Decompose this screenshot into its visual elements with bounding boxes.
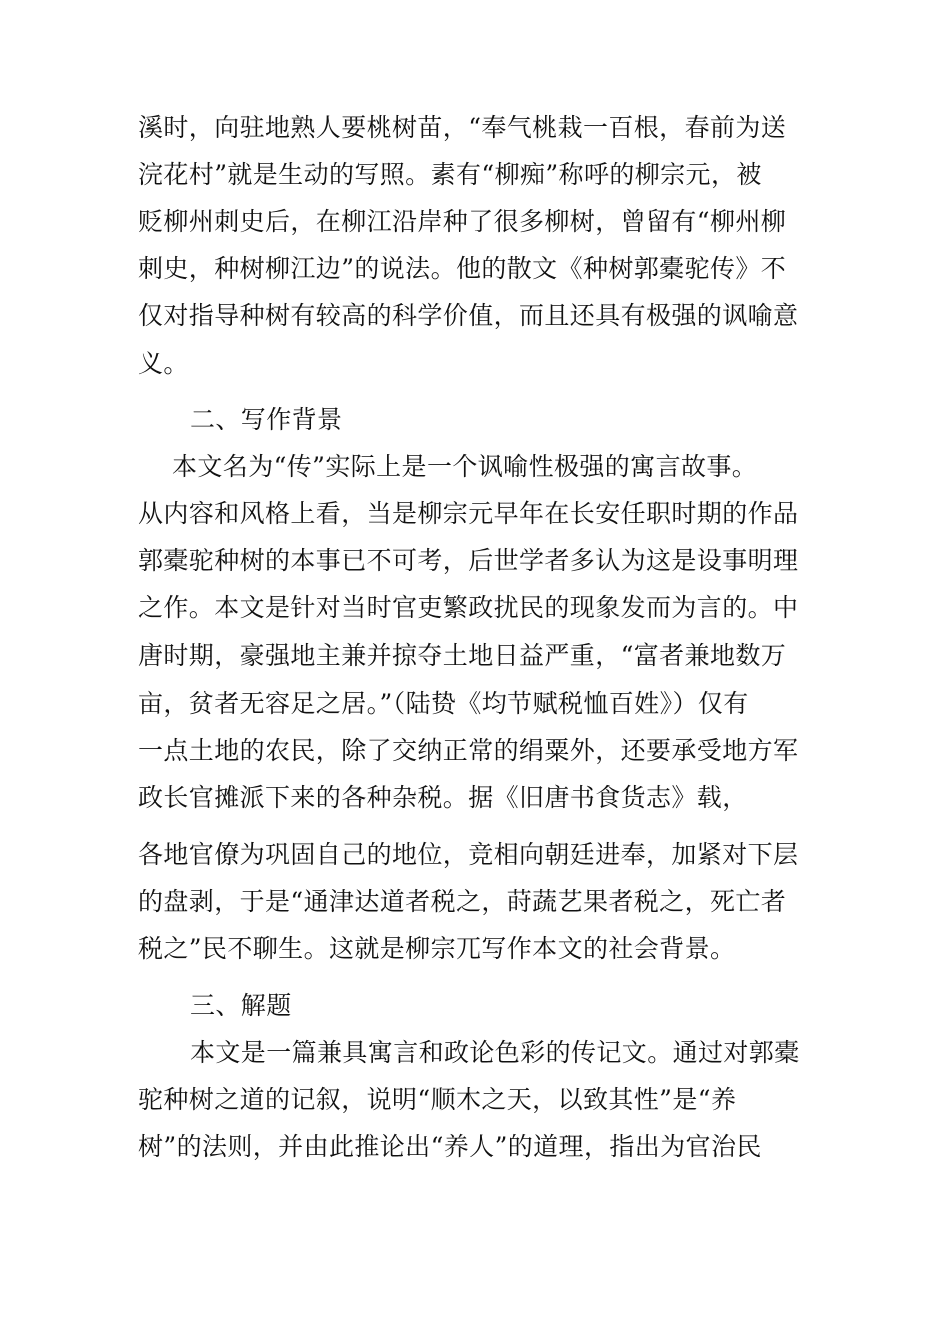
para1-line-1: 溪时，向驻地熟人要桃树苗，“奉气桃栽一百根，春前为送 bbox=[138, 113, 787, 142]
para3-line-1: 本文是一篇兼具寓言和政论色彩的传记文。通过对郭橐 bbox=[190, 1038, 800, 1067]
para3-line-2: 驼种树之道的记叙，说明“顺木之天，以致其性”是“养 bbox=[138, 1085, 737, 1114]
para2-line-8: 政长官摊派下来的各种杂税。据《旧唐书食货志》载， bbox=[138, 783, 748, 812]
para2-line-1: 本文名为“传”实际上是一个讽喻性极强的寓言故事。 bbox=[172, 452, 758, 481]
para2-line-4: 之作。本文是针对当时官吏繁政扰民的现象发而为言的。中 bbox=[138, 593, 799, 622]
para1-line-6: 义。 bbox=[138, 349, 189, 378]
para2-line-9: 各地官僚为巩固自己的地位，竞相向朝廷进奉，加紧对下层 bbox=[138, 840, 799, 869]
para2-line-3: 郭橐驼种树的本事已不可考，后世学者多认为这是设事明理 bbox=[138, 546, 799, 575]
para3-line-3: 树”的法则，并由此推论出“养人”的道理，指出为官治民 bbox=[138, 1132, 762, 1161]
para2-line-10: 的盘剥，于是“通津达道者税之，莳蔬艺果者税之，死亡者 bbox=[138, 887, 787, 916]
para2-line-2: 从内容和风格上看，当是柳宗元早年在长安任职时期的作品 bbox=[138, 499, 799, 528]
para2-line-11: 税之”民不聊生。这就是柳宗兀写作本文的社会背景。 bbox=[138, 934, 736, 963]
para1-line-4: 刺史，种树柳江边”的说法。他的散文《种树郭橐驼传》不 bbox=[138, 254, 787, 283]
para2-line-7: 一点土地的农民，除了交纳正常的绢粟外，还要承受地方军 bbox=[138, 736, 799, 765]
para2-line-6: 亩，贫者无容足之居。”（陆贽《均节赋税恤百姓》）仅有 bbox=[138, 689, 749, 718]
para1-line-3: 贬柳州刺史后，在柳江沿岸种了很多柳树，曾留有“柳州柳 bbox=[138, 207, 787, 236]
para1-line-2: 浣花村”就是生动的写照。素有“柳痴”称呼的柳宗元，被 bbox=[138, 160, 762, 189]
para1-line-5: 仅对指导种树有较高的科学价值，而且还具有极强的讽喻意 bbox=[138, 301, 799, 330]
section-heading-title-analysis: 三、解题 bbox=[190, 991, 292, 1020]
para2-line-5: 唐时期，豪强地主兼并掠夺土地日益严重，“富者兼地数万 bbox=[138, 641, 787, 670]
section-heading-background: 二、写作背景 bbox=[190, 405, 343, 434]
